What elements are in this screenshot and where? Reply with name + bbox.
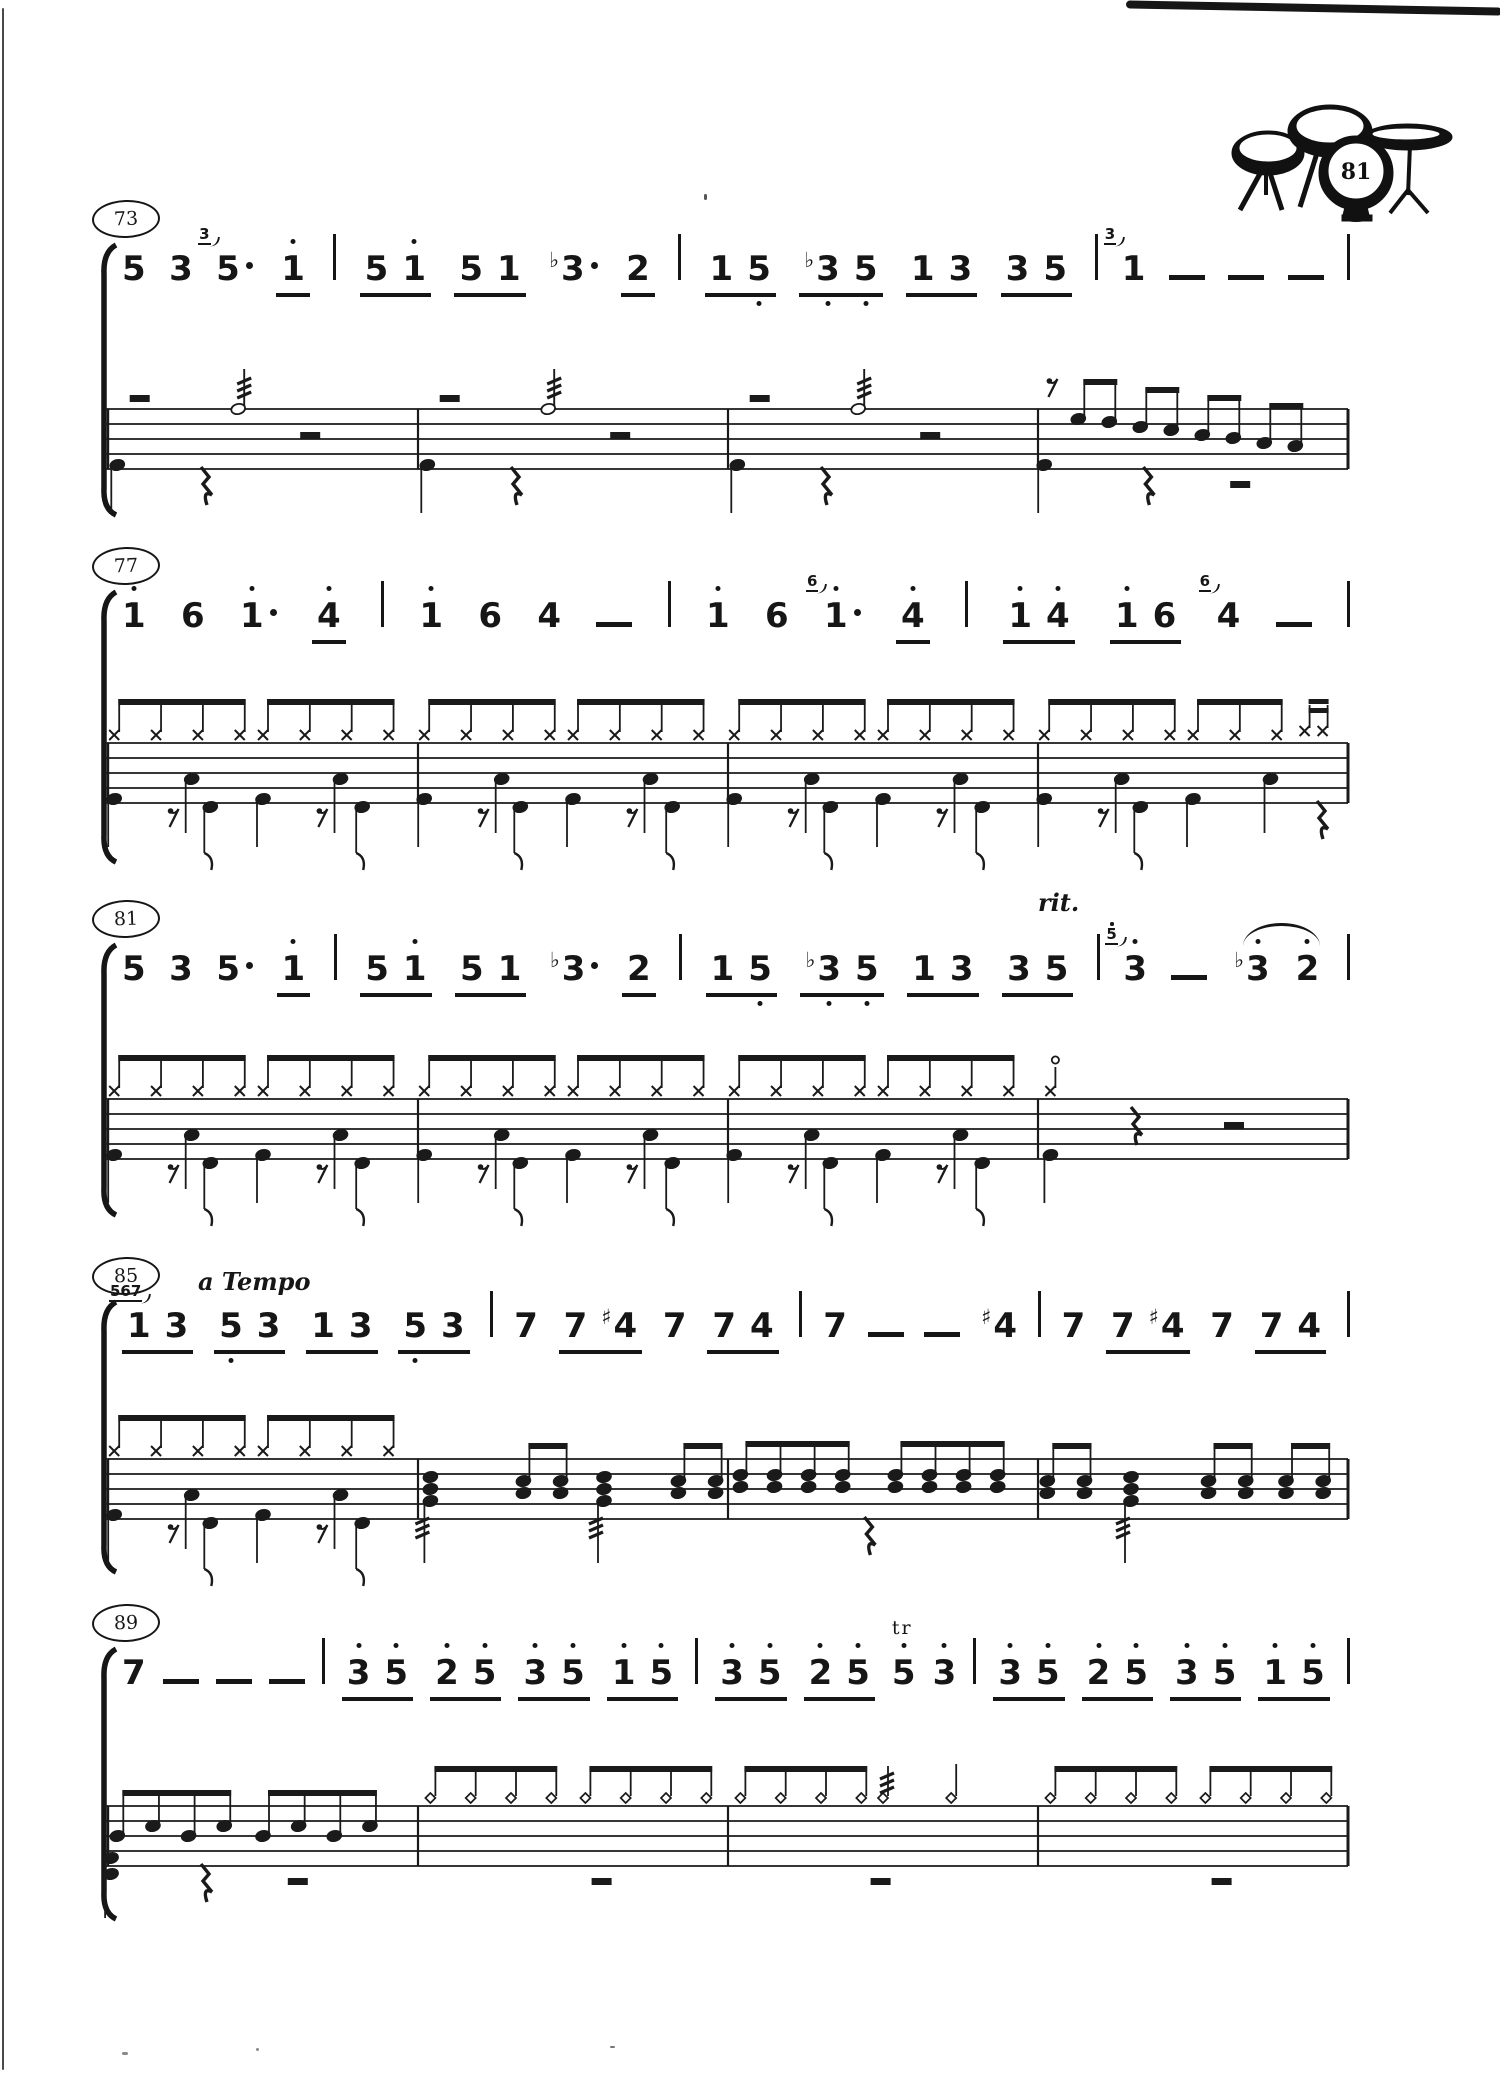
jianpu-note: 7 [712,1306,737,1346]
jianpu-note: 5 [1124,1653,1148,1693]
jianpu-note: 3 [998,1653,1022,1693]
sustain-dash [868,1332,904,1337]
accidental: ♭ [804,247,815,272]
barline [1347,234,1350,280]
barline [679,934,682,980]
barline [334,934,337,980]
beamed-note-group [1255,1306,1326,1354]
jianpu-note: 5 [216,949,253,989]
jianpu-line [122,925,1350,1000]
beamed-note-group [715,1653,786,1701]
beamed-note-group [906,249,977,297]
jianpu-note: 3 [256,1306,281,1346]
jianpu-note: 6 4 [1199,572,1241,636]
barline [1347,1291,1350,1337]
system-81 [0,888,1500,1258]
jianpu-note: 1 [1008,596,1032,636]
jianpu-note: 4 [901,596,925,636]
sustain-dash [1288,275,1324,280]
system-77 [0,545,1500,905]
jianpu-note: 5 [122,949,146,989]
jianpu-line [122,572,1350,647]
staff-measure-4 [1036,699,1328,870]
accidental: ♭ [549,947,560,972]
jianpu-note: 6 1 [824,596,861,636]
staff-measure-1 [106,1415,394,1586]
beamed-note-group [1110,596,1181,644]
beamed-note-group [277,949,311,997]
measure-number-badge: 73 [91,199,160,239]
staff-measure-4 [1045,1766,1332,1885]
accidental: ♯ [981,1304,992,1329]
beamed-note-group [306,1306,377,1354]
jianpu-note: 3 [1175,1653,1199,1693]
trill-mark: tr [891,1617,913,1639]
barline [1095,234,1098,280]
staff-measure-2 [415,1443,723,1563]
beamed-note-group [454,249,525,297]
beamed-note-group [804,1653,875,1701]
jianpu-note: 6 [181,596,205,636]
jianpu-note: 3 [348,1306,373,1346]
jianpu-note: 6 [764,596,789,636]
scan-speck [256,2048,259,2051]
jianpu-note: 2 [1087,1653,1111,1693]
jianpu-note: 5 [364,249,389,289]
jianpu-note: 5 [460,949,484,989]
jianpu-note: 1 [1263,1653,1287,1693]
jianpu-note: 7 [514,1306,538,1346]
staff-measure-3 [726,1055,1014,1226]
staff-measure-1 [103,1790,378,1918]
barline [695,1638,698,1684]
jianpu-note: 1 [419,596,443,636]
jianpu-note: 7 [662,1306,687,1346]
jianpu-note: 2 [1296,949,1320,989]
beamed-note-group [110,1282,193,1354]
grace-note: 6 [1199,572,1211,590]
jianpu-note: 5 3 [1123,949,1147,989]
jianpu-note: 2 [626,949,651,989]
sustain-dash [1169,275,1205,280]
beamed-note-group [622,949,656,997]
beamed-note-group [799,249,882,297]
jianpu-note: 5 tr [891,1617,916,1693]
sustain-dash [1228,275,1264,280]
jianpu-note: 1 [282,949,306,989]
jianpu-note: 1 [912,949,936,989]
barline [973,1638,976,1684]
jianpu-note: 7 [1210,1306,1234,1346]
jianpu-note: 7 [1111,1306,1135,1346]
sustain-dash [163,1679,199,1684]
jianpu-note: 5 [846,1653,870,1693]
jianpu-note: ♯ 4 [601,1304,638,1346]
jianpu-note: 1 [281,249,305,289]
staff-measure-2 [416,1055,704,1226]
jianpu-note: 5 [384,1653,408,1693]
sustain-dash [1171,975,1207,980]
jianpu-note: ♭ 3 [550,949,599,989]
jianpu-note: 1 [1115,596,1139,636]
jianpu-note: 1 [497,949,522,989]
beamed-note-group [455,949,526,997]
jianpu-note: 2 [809,1653,833,1693]
jianpu-note: 3 [949,949,974,989]
jianpu-line [110,1282,1350,1357]
beamed-note-group [559,1306,643,1354]
jianpu-note: 7 [563,1306,588,1346]
beamed-note-group [800,949,883,997]
jianpu-note: 3 [1007,949,1031,989]
jianpu-note: 3 [441,1306,465,1346]
drum-staff [78,1053,1358,1248]
jianpu-note: 3 5 [216,249,253,289]
beamed-note-group [993,1653,1064,1701]
a-tempo-annotation: a Tempo [198,1267,311,1296]
beamed-note-group [607,1653,678,1701]
measure-number-badge: 85 [91,1256,160,1296]
accidental: ♯ [1148,1304,1159,1329]
measure-number-badge: 81 [91,899,160,939]
jianpu-note: 1 [403,949,427,989]
barline [333,234,336,280]
drum-staff [78,363,1358,558]
grace-note: 6 [806,572,818,590]
barline [322,1638,325,1684]
jianpu-note: 1 [910,249,935,289]
jianpu-note: 5 [122,249,146,289]
jianpu-note: 5 [1301,1653,1325,1693]
barline [1038,1291,1041,1337]
beamed-note-group [706,949,777,997]
jianpu-note: 5 [1213,1653,1237,1693]
beamed-note-group [1258,1653,1329,1701]
jianpu-note: 4 [1046,596,1070,636]
jianpu-note: 1 [612,1653,636,1693]
jianpu-note: 3 [164,1306,189,1346]
jianpu-note: 567 1 [110,1282,151,1346]
staff-measure-3 [729,369,940,513]
beamed-note-group [1106,1306,1190,1354]
jianpu-note: 5 [403,1306,427,1346]
staff-measure-2 [425,1766,712,1885]
barline [490,1291,493,1337]
jianpu-note: 1 [709,249,734,289]
barline [678,234,681,280]
jianpu-note: 3 [169,249,193,289]
jianpu-note: 3 [347,1653,371,1693]
jianpu-note: 5 [855,949,879,989]
staff-measure-1 [106,1055,394,1226]
accidental: ♭ [549,247,560,272]
jianpu-note: ♭ 3 [804,249,840,289]
beamed-note-group [342,1653,413,1701]
jianpu-note: 1 [122,596,146,636]
barline [1097,934,1100,980]
drum-staff [78,1413,1358,1608]
jianpu-note: ♭ 3 [549,249,598,289]
jianpu-note: 7 [122,1653,146,1693]
jianpu-note: 1 [706,596,730,636]
staff-measure-1 [106,699,394,870]
system-73 [0,198,1500,558]
measure-number-badge: 77 [91,546,160,586]
jianpu-note: 4 [537,596,561,636]
jianpu-note: 5 [219,1306,243,1346]
barline [381,581,384,627]
jianpu-line [122,1617,1350,1704]
jianpu-note: 5 [747,249,771,289]
jianpu-note: 6 [478,596,502,636]
beamed-note-group [1003,596,1074,644]
scan-streak-top-right [1126,0,1500,15]
sustain-dash [216,1679,252,1684]
staff-measure-3 [726,699,1014,870]
sustain-dash [269,1679,305,1684]
jianpu-note: 5 [365,949,389,989]
barline [965,581,968,627]
jianpu-note: 3 [523,1653,547,1693]
jianpu-note: 5 [1044,949,1069,989]
jianpu-note: 5 [1043,249,1067,289]
scan-speck [122,2052,128,2055]
jianpu-note: 3 1 [1104,225,1146,289]
jianpu-note: 5 [1036,1653,1060,1693]
sustain-dash [924,1332,960,1337]
jianpu-note: 2 [435,1653,459,1693]
jianpu-note: 4 [317,596,341,636]
accidental: ♯ [601,1304,612,1329]
jianpu-note: 3 [948,249,973,289]
jianpu-note: 7 [1259,1306,1284,1346]
beamed-note-group [1082,1653,1153,1701]
jianpu-note: 1 [402,249,426,289]
system-89 [0,1602,1500,1962]
beamed-note-group [705,249,776,297]
beamed-note-group [214,1306,285,1354]
jianpu-note: 4 [1297,1306,1322,1346]
scan-speck [610,2046,615,2048]
grace-note: 3 [1104,225,1116,243]
jianpu-note: 3 [933,1653,957,1693]
beamed-note-group [1170,1653,1241,1701]
jianpu-note: 5 [854,249,878,289]
drum-staff [78,1760,1358,1955]
barline [1347,581,1350,627]
jianpu-note: 3 [169,949,193,989]
grace-note: 3 [199,225,210,243]
jianpu-note: 7 [1061,1306,1086,1346]
beamed-note-group [398,1306,469,1354]
accidental: ♭ [1234,947,1244,972]
staff-measure-1 [109,369,320,513]
grace-note: 5 [1105,927,1117,945]
jianpu-note: 1 [710,949,735,989]
sustain-dash [596,622,632,627]
staff-measure-3 [732,1441,1005,1555]
rit-annotation: rit. [1038,888,1080,917]
beamed-note-group [707,1306,778,1354]
staff-measure-4 [1036,378,1303,513]
beamed-note-group [360,949,431,997]
sustain-dash [1276,622,1312,627]
staff-measure-4 [1039,1443,1331,1563]
barline [799,1291,802,1337]
barline [1347,934,1350,980]
beamed-note-group [276,249,310,297]
drum-staff [78,697,1358,892]
beamed-note-group [896,596,930,644]
jianpu-note: 1 [497,249,521,289]
beamed-note-group [518,1653,589,1701]
beamed-note-group [312,596,346,644]
jianpu-note: 5 [650,1653,674,1693]
beamed-note-group [907,949,978,997]
staff-measure-2 [416,699,704,870]
beamed-note-group [360,249,431,297]
jianpu-note: 3 [1005,249,1030,289]
beamed-note-group [1002,949,1073,997]
jianpu-note: 5 [748,949,772,989]
jianpu-note: 3 [720,1653,744,1693]
jianpu-note: ♭ 3 [1234,949,1270,989]
slurred-note-group [1230,949,1323,989]
jianpu-line [122,225,1350,300]
jianpu-note: ♭ 3 [805,949,841,989]
beamed-note-group [1001,249,1072,297]
jianpu-note: 7 [823,1306,847,1346]
system-85 [0,1255,1500,1615]
beamed-note-group [621,249,655,297]
jianpu-note: 5 [459,249,484,289]
jianpu-note: 5 [758,1653,782,1693]
jianpu-note: 5 [561,1653,585,1693]
jianpu-note: 2 [626,249,650,289]
jianpu-note: 1 [311,1306,335,1346]
drum-kit-number: 81 [1340,159,1372,185]
barline [668,581,671,627]
accidental: ♭ [805,947,816,972]
barline [1347,1638,1350,1684]
jianpu-note: 4 [750,1306,774,1346]
staff-measure-2 [419,369,630,513]
jianpu-note: ♯ 4 [1148,1304,1185,1346]
beamed-note-group [430,1653,501,1701]
jianpu-note: 5 [473,1653,497,1693]
grace-note: 567 [110,1282,142,1300]
jianpu-note: 6 [1152,596,1177,636]
jianpu-note: 1 [240,596,277,636]
jianpu-note: ♯ 4 [981,1304,1018,1346]
measure-number-badge: 89 [91,1603,160,1643]
